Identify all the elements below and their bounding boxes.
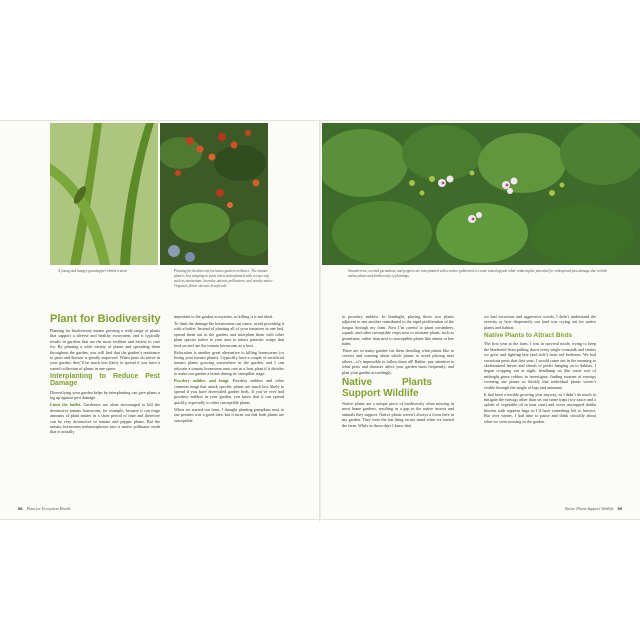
left-page-column-2 <box>174 314 284 425</box>
book-spread <box>0 120 640 520</box>
paragraph: It had been a terrible growing year anyway, so I didn’t do much to mitigate the earwigs other than set out some traps (soy sauce and a splash of vegetable oil in tuna cans) and cover uncropped dahlia blooms with organza bags so I’d have something left to harvest. But over winter, I had time to pause and think critically about what we were missing in the garden. <box>484 391 596 424</box>
tomatoes-caption: Planting for biodiversity increases garden resilience. The tomato plant is less tempting to pests when underplanted with a trap crop such as nasturtium; lavender attracts pollinators; and nearby native Virginia’s flower attracts beneficials. <box>174 269 273 288</box>
strawberry-geranium-photo <box>322 123 640 265</box>
paragraph: Powdery mildew and fungi. Powdery mildew and other common fungi that attack specific plants are much less likely to spread if you have diversified garden beds. If you’ve ever had powdery mildew in your garden, you know that it can spread quickly, especially to other susceptible plants. <box>174 378 284 405</box>
powdery-mildew-lead: Powdery mildew and fungi. <box>174 378 230 384</box>
paragraph: When we started our farm, I thought planting pumpkins next to our peonies was a good idea, but it turns out that both plants are susceptible <box>174 406 284 423</box>
right-folio <box>565 506 626 511</box>
left-folio <box>14 506 71 511</box>
right-page-column-2 <box>484 314 596 426</box>
left-page-column-1 <box>50 328 160 436</box>
running-head: Plant for Ecosystem Health <box>26 506 71 511</box>
plant-for-biodiversity-heading: Plant for Biodiversity <box>50 313 161 325</box>
strawberries-caption: Strawberries, scented geraniums, and peppers are interplanted with a native goldenrod to create mixed appeal while reducing the potential for widespread pest damage due to both native plants and biodiversity of plantings. <box>348 269 607 278</box>
book-gutter <box>319 121 321 521</box>
paragraph: Diversifying your garden helps by interplanting can give plants a leg up against pest damage. <box>50 390 160 401</box>
interplanting-subheading: Interplanting to Reduce Pest Damage <box>50 372 160 388</box>
paragraph: Limit the buffet. Gardeners are often encouraged to kill the destructive tomato hornworm, for example, because it can forge amounts of plant matter in a short period of time and therefore can be very destructive to tomato and pepper plants. But the tomato hornworm metamorphoses into a native pollinator moth that is actually <box>50 402 160 435</box>
paragraph: important to the garden ecosystem, so killing it is not ideal. <box>174 314 274 319</box>
native-plants-attract-birds-subheading: Native Plants to Attract Birds <box>484 332 573 340</box>
page-number: 58 <box>18 506 23 511</box>
page-number: 59 <box>617 506 622 511</box>
limit-the-buffet-lead: Limit the buffet. <box>50 402 82 408</box>
paragraph: The first year at the farm, I was in survival mode, trying to keep the bindweed from pulling down every single cornstalk and strains we grew and fighting bite (and itch!) from red bedstraw. We had voracious pests that first year: I would come out in the morning to skeletonized leaves and shreds of petals hanging on to dahlias. I began cropping out at night, headlamp on like some sort of midnight grave robber, to investigate, finding swarms of earwigs covering our plants so thickly that individual plants weren’t visible through the tangle of legs and antennae. <box>484 341 596 390</box>
paragraph: Planting for biodiversity means growing a wide range of plants that support a diverse and healthy ecosystem, and it typically results in gardens that are the most resilient and easiest to care for. By planting a wide variety of plants and spreading them throughout the garden, you will find that the garden’s resistance to pests and disease is greatly improved. When pests do arrive in your garden, they’ll be much less likely to spread if you have a varied collection of plants in one space. <box>50 328 160 371</box>
paragraph: There are so many garden cut them detailing what plants like to coexist and warning about which plants to avoid placing next others—it’s impossible to follow them all! Rather, pay attention to what pests and diseases affect your garden most frequently, and plan your garden accordingly. <box>342 348 454 375</box>
paragraph: Native plants are a unique piece of biodiversity often missing in most home gardens, resulting in a gap in the native insects and animals they support. Native plants weren’t always a focus here in my garden. They were the last thing on my mind when we started the farm. While in those days I knew that <box>342 401 454 428</box>
paragraph: To limit the damage the hornworms can cause, avoid providing it with a buffet. Instead of planting all of your tomatoes in one bed, spread them out in the garden, and interplant them with other plant species native to your area to attract parasitic wasps that feed on and use the tomato hornworm as a host. <box>174 321 284 348</box>
grasshopper-photo <box>50 123 158 265</box>
right-page-column-1 <box>342 314 454 430</box>
native-plants-support-wildlife-heading: Native Plants Support Wildlife <box>342 377 432 400</box>
paragraph: we had voracious and aggressive weeds, I didn’t understand the severity or how desperately our land was crying out for native plants and habitat. <box>484 314 596 330</box>
paragraph: Relocation is another great alternative to killing hornworms (or losing your tomato plants). I typically have a couple of sacrificial tomato plants growing somewhere in the garden, and I can relocate a tomato hornworm onto one as a host plant if it decides to make our garden a home during its caterpillar stage. <box>174 349 284 377</box>
grasshopper-caption: A young and hungry grasshopper climbs a stem. <box>58 269 128 273</box>
paragraph: to powdery mildew. In hindsight, placing those two plants adjacent to one another contributed to the rapid proliferation of the fungus through my farm. Now I’m careful to plant cucumbers, squash, and other susceptible crops next to resistant plants, such as geraniums, rather than next to susceptible plants like zinnia or bee balm. <box>342 314 454 347</box>
running-head: Native Plants Support Wildlife <box>564 506 614 511</box>
tomato-plants-photo <box>160 123 268 265</box>
